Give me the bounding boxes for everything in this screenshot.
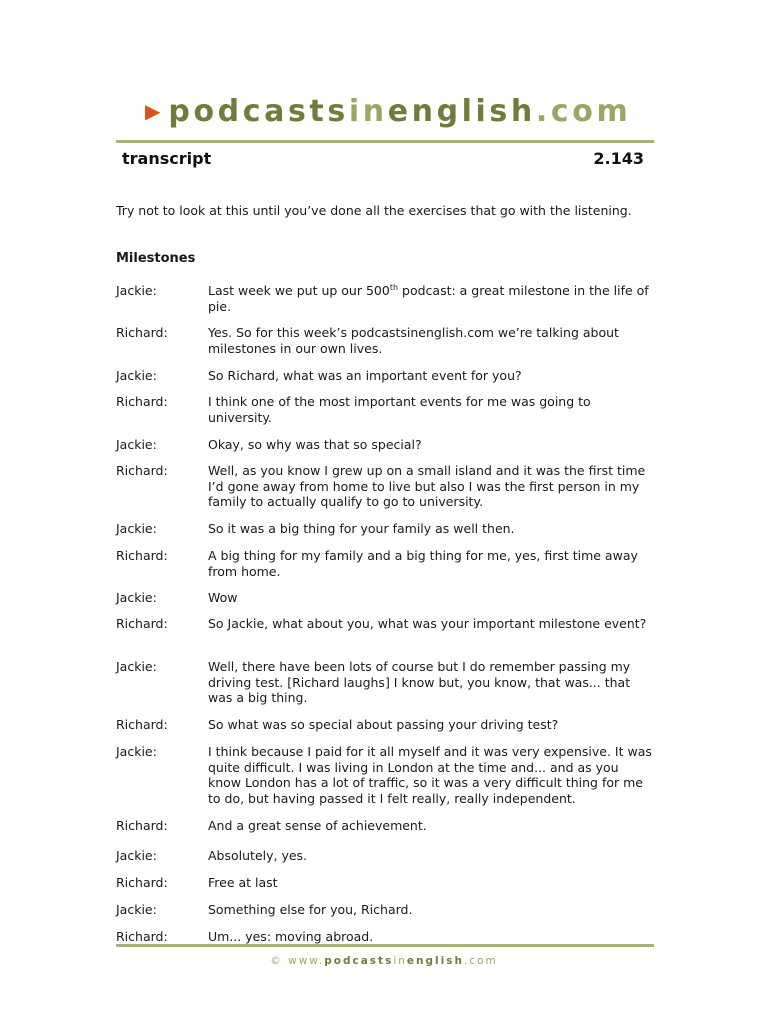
speaker: Jackie:: [116, 521, 157, 536]
speech-text: Okay, so why was that so special?: [208, 437, 422, 452]
play-arrow-icon: ▶: [145, 99, 161, 123]
speech-text: Yes. So for this week’s podcastsinenglish.com we’re talking about milestones in our own lives.: [208, 325, 619, 356]
speaker: Richard:: [116, 463, 168, 478]
speech-text: So it was a big thing for your family as well then.: [208, 521, 515, 536]
speech-text: Um... yes: moving abroad.: [208, 929, 374, 944]
speech-text: I think because I paid for it all myself and it was very expensive. It was quite difficult. I was living in London at the time and... and as you know London has a lot of traffic, so it was a very difficult thing for me to do, but having passed it I felt really, really independent.: [208, 744, 652, 806]
speech-text: Free at last: [208, 875, 278, 890]
speech-text: Wow: [208, 590, 238, 605]
doc-type-label: transcript: [122, 149, 212, 168]
header-row: [122, 149, 644, 168]
speaker: Jackie:: [116, 848, 157, 863]
speaker: Richard:: [116, 875, 168, 890]
logo-text-in: in: [348, 94, 388, 129]
speaker: Richard:: [116, 616, 168, 631]
logo-text-com: .com: [535, 94, 632, 129]
speaker: Richard:: [116, 818, 168, 833]
speaker: Richard:: [116, 325, 168, 340]
speaker: Jackie:: [116, 368, 157, 383]
speech-text: So Jackie, what about you, what was your important milestone event?: [208, 616, 647, 631]
speech-text: Absolutely, yes.: [208, 848, 308, 863]
section-title: Milestones: [116, 251, 196, 266]
footer-divider: [116, 944, 654, 947]
speech-text: I think one of the most important events for me was going to university.: [208, 394, 591, 425]
speech-text: Something else for you, Richard.: [208, 902, 413, 917]
speaker: Richard:: [116, 929, 168, 944]
speaker: Richard:: [116, 717, 168, 732]
speaker: Richard:: [116, 394, 168, 409]
speaker: Richard:: [116, 548, 168, 563]
intro-instruction: Try not to look at this until you’ve done all the exercises that go with the listening.: [116, 203, 632, 218]
speech-text: Well, as you know I grew up on a small island and it was the first time I’d gone away from home to live but also I was the first person in my family to actually qualify to go to university.: [208, 463, 646, 509]
speaker: Jackie:: [116, 283, 157, 298]
footer-website: © www.podcastsinenglish.com: [270, 955, 498, 967]
logo-text-english: english: [387, 94, 536, 129]
speaker: Jackie:: [116, 590, 157, 605]
speech-text: And a great sense of achievement.: [208, 818, 427, 833]
speaker: Jackie:: [116, 902, 157, 917]
speaker: Jackie:: [116, 659, 157, 674]
speaker: Jackie:: [116, 437, 157, 452]
header-divider: [116, 140, 654, 143]
speech-text: So Richard, what was an important event for you?: [208, 368, 522, 383]
site-logo: [145, 92, 631, 134]
episode-number: 2.143: [593, 149, 644, 168]
speech-text: A big thing for my family and a big thing for me, yes, first time away from home.: [208, 548, 638, 579]
speaker: Jackie:: [116, 744, 157, 759]
speech-text: Last week we put up our 500th podcast: a great milestone in the life of pie.: [208, 282, 649, 314]
logo-text-podcasts: podcasts: [168, 94, 349, 129]
speech-text: Well, there have been lots of course but I do remember passing my driving test. [Richard laughs] I know but, you know, that was... that was a big thing.: [208, 659, 631, 705]
speech-text: So what was so special about passing your driving test?: [208, 717, 559, 732]
